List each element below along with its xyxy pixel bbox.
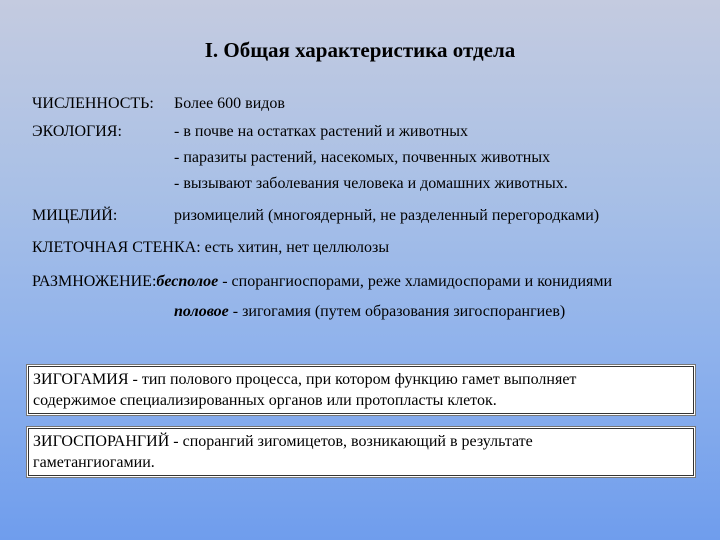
definition-line: ЗИГОГАМИЯ - тип полового процесса, при котором функцию гамет выполняет — [33, 371, 577, 388]
razmnozhenie-label: РАЗМНОЖЕНИЕ: — [32, 273, 157, 290]
definition-line: содержимое специализированных органов или протопласты клеток. — [33, 392, 497, 409]
ekologia-label: ЭКОЛОГИЯ: — [32, 123, 122, 140]
slide-title: I. Общая характеристика отдела — [204, 38, 516, 62]
sexual-line — [174, 303, 565, 321]
micelii-label: МИЦЕЛИЙ: — [32, 207, 118, 224]
chislennost-label: ЧИСЛЕННОСТЬ: — [32, 95, 154, 112]
definition-box-zigosporangii — [28, 428, 694, 476]
definition-line: гаметангиогамии. — [33, 454, 155, 471]
asexual-text: - спорангиоспорами, реже хламидоспорами и конидиями — [218, 273, 613, 290]
asexual-term: бесполое — [156, 273, 219, 290]
ekologia-item: - в почве на остатках растений и животных — [174, 123, 469, 140]
razmnozhenie-line — [32, 273, 612, 291]
sexual-term: половое — [174, 303, 229, 320]
ekologia-item: - паразиты растений, насекомых, почвенных животных — [174, 149, 551, 166]
definition-box-zigogamia — [28, 366, 694, 414]
chislennost-value: Более 600 видов — [174, 95, 285, 112]
micelii-value: ризомицелий (многоядерный, не разделенный перегородками) — [174, 207, 600, 224]
sexual-text: - зигогамия (путем образования зигоспорангиев) — [228, 303, 566, 320]
definition-line: ЗИГОСПОРАНГИЙ - спорангий зигомицетов, возникающий в результате — [33, 433, 533, 450]
kletochnaya-stenka-line: КЛЕТОЧНАЯ СТЕНКА: есть хитин, нет целлюлозы — [32, 239, 390, 256]
ekologia-item: - вызывают заболевания человека и домашних животных. — [174, 175, 568, 192]
